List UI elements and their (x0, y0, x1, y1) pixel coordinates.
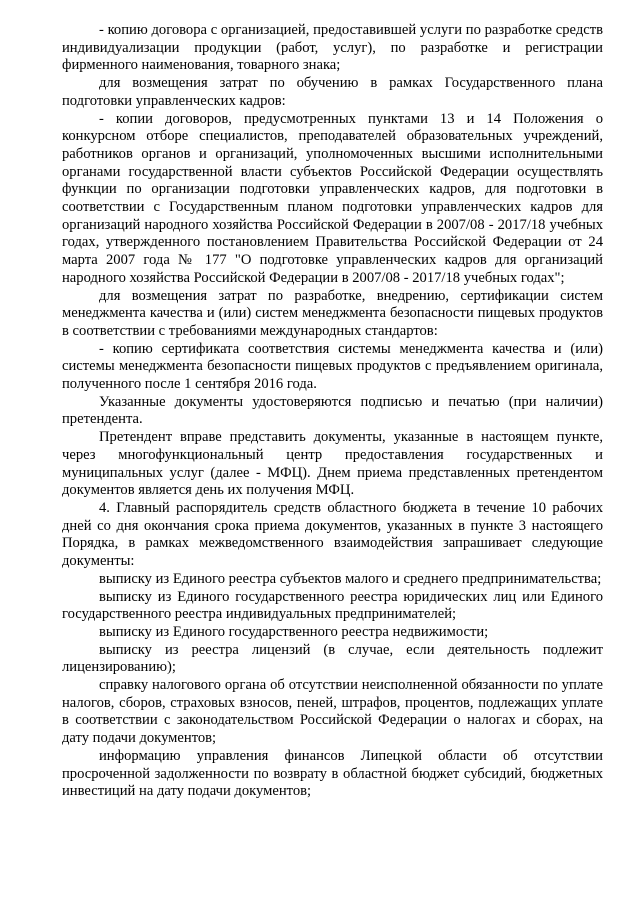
paragraph-certificate-copy: - копию сертификата соответствия системы менеджмента качества и (или) системы менеджмента безопасности пищевых продуктов с предъявлением оригинала, полученного после 1 сентября 2016 года. (62, 340, 603, 393)
paragraph-mfc-submission: Претендент вправе представить документы, указанные в настоящем пункте, через многофункциональный центр предоставления государственных и муниципальных услуг (далее - МФЦ). Днем приема представленных претендентом документов является день их получения МФЦ. (62, 429, 603, 499)
paragraph-management-systems-heading: для возмещения затрат по разработке, внедрению, сертификации систем менеджмента качества и (или) систем менеджмента безопасности пищевых продуктов в соответствии с требованиями международных стандартов: (62, 287, 603, 339)
paragraph-legal-entities-registry-extract: выписку из Единого государственного реестра юридических лиц или Единого государственного реестра индивидуальных предпринимателей; (62, 588, 603, 623)
paragraph-training-costs-heading: для возмещения затрат по обучению в рамках Государственного плана подготовки управленческих кадров: (62, 75, 603, 109)
paragraph-training-contracts-copy: - копии договоров, предусмотренных пунктами 13 и 14 Положения о конкурсном отборе специалистов, преподавателей образовательных учреждений, работников органов и организаций, уполномоченных высшими исполнительными органами государственной власти субъектов Российской Федерации осуществлять функции по организации подготовки управленческих кадров, для подготовки в соответствии с Государственным планом подготовки управленческих кадров для организаций народного хозяйства Российской Федерации в 2007/08 - 2017/18 учебных годах, утвержденного постановлением Правительства Российской Федерации от 24 марта 2007 года № 177 "О подготовке управленческих кадров для организаций народного хозяйства Российской Федерации в 2007/08 - 2017/18 учебных годах"; (62, 110, 603, 286)
paragraph-tax-authority-certificate: справку налогового органа об отсутствии неисполненной обязанности по уплате налогов, сборов, страховых взносов, пеней, штрафов, процентов, подлежащих уплате в соответствии с законодательством Российской Федерации о налогах и сборах, на дату подачи документов; (62, 677, 603, 747)
paragraph-item-4: 4. Главный распорядитель средств областного бюджета в течение 10 рабочих дней со дня окончания срока приема документов, указанных в пункте 3 настоящего Порядка, в рамках межведомственного взаимодействия запрашивает следующие документы: (62, 499, 603, 570)
document-body (62, 22, 603, 801)
paragraph-real-estate-registry-extract: выписку из Единого государственного реестра недвижимости; (99, 623, 489, 640)
paragraph-documents-certification: Указанные документы удостоверяются подписью и печатью (при наличии) претендента. (62, 393, 603, 428)
paragraph-branding-contract-copy: - копию договора с организацией, предоставившей услуги по разработке средств индивидуализации продукции (работ, услуг), по разработке и регистрации фирменного наименования, товарного знака; (62, 22, 603, 74)
paragraph-finance-department-info: информацию управления финансов Липецкой области об отсутствии просроченной задолженности по возврату в областной бюджет субсидий, бюджетных инвестиций на дату подачи документов; (62, 747, 603, 800)
paragraph-license-registry-extract: выписку из реестра лицензий (в случае, если деятельность подлежит лицензированию); (62, 641, 603, 676)
paragraph-sme-registry-extract: выписку из Единого реестра субъектов малого и среднего предпринимательства; (99, 570, 602, 587)
